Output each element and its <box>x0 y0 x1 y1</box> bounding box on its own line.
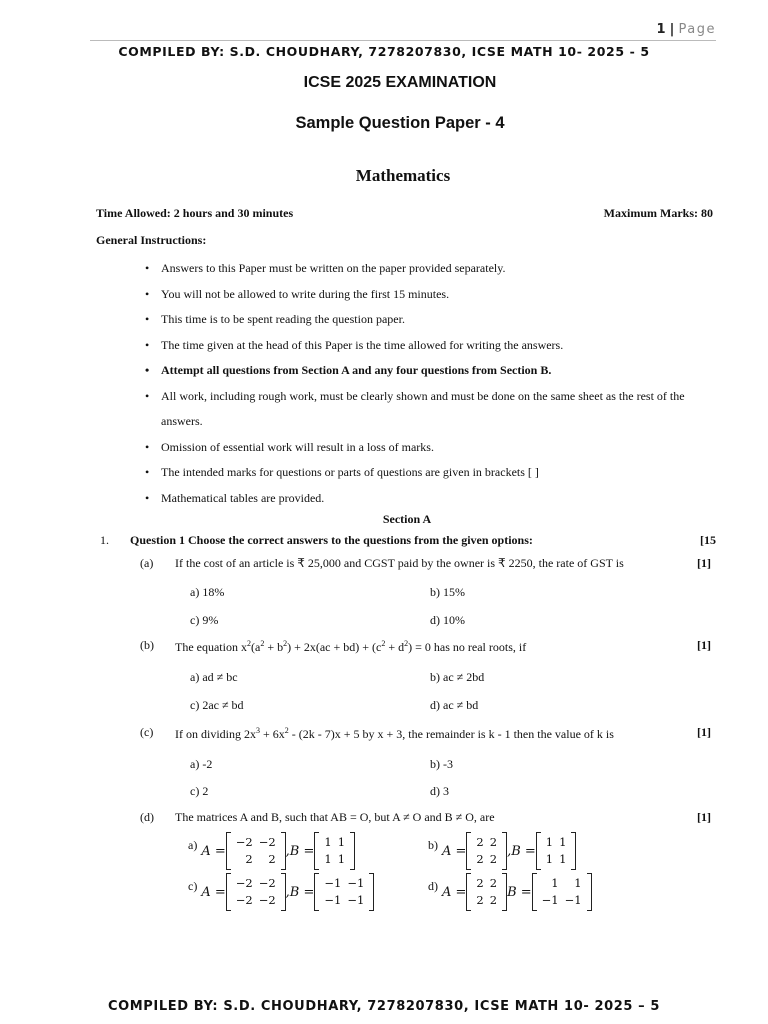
list-item: • Omission of essential work will result in a loss of marks. <box>145 435 705 461</box>
part-b-label: (b) <box>140 638 154 652</box>
part-a-option-b: b) 15% <box>430 585 465 599</box>
part-d-label: (d) <box>140 810 154 824</box>
option-label: d) <box>428 878 438 893</box>
matrix: 1 1 1 1 <box>536 832 577 870</box>
part-b-option-b: b) ac ≠ 2bd <box>430 670 485 684</box>
part-d-option-d: d) A = 2 2 2 2 B = 1 1 −1 −1 <box>428 873 592 911</box>
list-item: • All work, including rough work, must be clearly shown and must be done on the same sheet as the rest of the <box>145 384 705 410</box>
part-a-option-d: d) 10% <box>430 613 465 627</box>
part-c-option-b: b) -3 <box>430 757 453 771</box>
option-label: c) <box>188 878 198 893</box>
list-item: • Answers to this Paper must be written on the paper provided separately. <box>145 256 705 282</box>
part-c-option-c: c) 2 <box>190 784 209 798</box>
matrix: −2 −2 2 2 <box>226 832 286 870</box>
part-d-option-c: c) A = −2 −2 −2 −2 , B = −1 −1 −1 −1 <box>188 873 374 911</box>
exam-title: ICSE 2025 EXAMINATION <box>303 74 497 91</box>
footer-compiled-by: COMPILED BY: S.D. CHOUDHARY, 7278207830, ICSE MATH 10- 2025 – 5 <box>107 999 661 1014</box>
time-allowed: Time Allowed: 2 hours and 30 minutes <box>96 206 294 220</box>
subject-title: Mathematics <box>355 166 451 185</box>
part-c-text: If on dividing $2x^3 + 6x^2 - (2k - 7)x + 5$ by x + 3, the remainder is k - 1 then the value of k is <box>175 726 614 741</box>
question-marks: [15 <box>700 533 716 547</box>
list-item-continuation: answers. <box>161 414 203 428</box>
part-b-option-a: a) ad ≠ bc <box>190 670 238 684</box>
list-item: • Attempt all questions from Section A and any four questions from Section B. <box>145 358 705 384</box>
matrix: 2 2 2 2 <box>466 873 507 911</box>
list-item: • Mathematical tables are provided. <box>145 486 705 512</box>
section-title: Section A <box>382 512 432 526</box>
list-item: • You will not be allowed to write during the first 15 minutes. <box>145 282 705 308</box>
matrix: 1 1 −1 −1 <box>532 873 592 911</box>
part-a-label: (a) <box>140 556 154 570</box>
option-label: b) <box>428 837 438 852</box>
matrix: 1 1 1 1 <box>314 832 355 870</box>
part-d-text: The matrices A and B, such that AB = O, but A ≠ O and B ≠ O, are <box>175 810 495 824</box>
maximum-marks: Maximum Marks: 80 <box>603 206 713 220</box>
part-b-option-c: c) 2ac ≠ bd <box>190 698 244 712</box>
general-instructions-heading: General Instructions: <box>96 233 207 247</box>
part-c-marks: [1] <box>697 725 711 739</box>
option-label: a) <box>188 837 198 852</box>
page-number: 1 | Page <box>656 22 716 37</box>
question-number: 1. <box>100 533 109 547</box>
part-a-option-a: a) 18% <box>190 585 225 599</box>
part-a-option-c: c) 9% <box>190 613 219 627</box>
part-d-marks: [1] <box>697 810 711 824</box>
list-item: • The intended marks for questions or parts of questions are given in brackets [ ] <box>145 460 705 486</box>
part-c-option-d: d) 3 <box>430 784 449 798</box>
list-item: • The time given at the head of this Paper is the time allowed for writing the answers. <box>145 333 705 359</box>
part-b-text: The equation $x^2(a^2 + b^2) + 2x(ac + bd) + (c^2 + d^2) = 0$ has no real roots, if <box>175 639 527 654</box>
paper-title: Sample Question Paper - 4 <box>295 114 505 132</box>
part-a-text: If the cost of an article is ₹ 25,000 and CGST paid by the owner is ₹ 2250, the rate of GST is <box>175 556 624 570</box>
part-c-label: (c) <box>140 725 154 739</box>
instructions-list <box>145 256 705 511</box>
part-d-option-b: b) A = 2 2 2 2 , B = 1 1 1 1 <box>428 832 576 870</box>
matrix: 2 2 2 2 <box>466 832 507 870</box>
part-d-option-a: a) A = −2 −2 2 2 , B = 1 1 1 1 <box>188 832 355 870</box>
part-b-marks: [1] <box>697 638 711 652</box>
matrix: −2 −2 −2 −2 <box>226 873 286 911</box>
question-text: Question 1 Choose the correct answers to the questions from the given options: <box>130 533 533 547</box>
list-item: • This time is to be spent reading the question paper. <box>145 307 705 333</box>
part-b-option-d: d) ac ≠ bd <box>430 698 479 712</box>
matrix-eq-a: A = <box>201 843 226 859</box>
header-rule <box>90 40 716 41</box>
header-compiled-by: COMPILED BY: S.D. CHOUDHARY, 7278207830, ICSE MATH 10- 2025 - 5 <box>118 44 650 59</box>
matrix: −1 −1 −1 −1 <box>314 873 374 911</box>
part-c-option-a: a) -2 <box>190 757 213 771</box>
part-a-marks: [1] <box>697 556 711 570</box>
